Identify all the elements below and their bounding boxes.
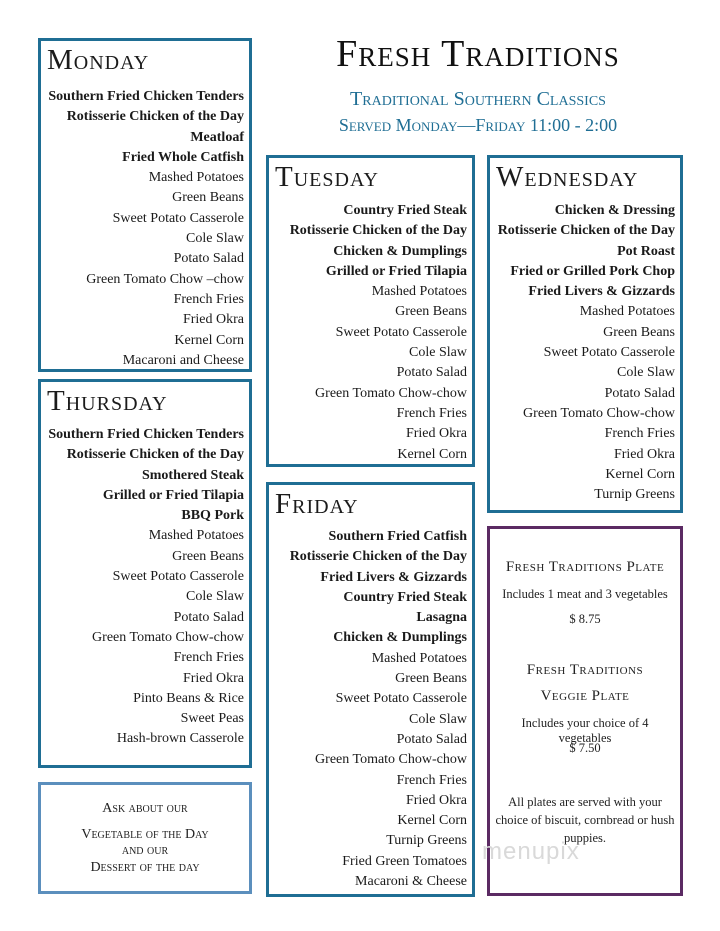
menu-item: Sweet Potato Casserole (112, 210, 244, 226)
menu-title: Fresh Traditions (336, 33, 620, 75)
menu-item: Green Beans (172, 190, 244, 206)
wednesday-item-list (498, 201, 675, 505)
menu-item: Fried Green Tomatoes (342, 853, 467, 869)
menu-item: French Fries (604, 426, 675, 442)
ask-line-2: Vegetable of the Day (81, 827, 209, 842)
day-heading-wednesday: Wednesday (496, 161, 639, 193)
thursday-item-list (48, 425, 244, 750)
menu-item: Potato Salad (604, 385, 675, 401)
menu-item: Cole Slaw (186, 589, 244, 605)
menu-item: Rotisserie Chicken of the Day (289, 549, 467, 565)
friday-menu-box (266, 482, 475, 897)
menu-item: Mashed Potatoes (371, 650, 467, 666)
ask-line-4: Dessert of the day (90, 860, 200, 875)
menu-item: Green Tomato Chow-chow (523, 405, 675, 421)
menu-item: Turnip Greens (594, 487, 675, 503)
menu-item: Fried Livers & Gizzards (320, 569, 467, 585)
menu-item: Sweet Potato Casserole (335, 324, 467, 340)
menu-item: Fried Okra (182, 670, 244, 686)
menu-item: Hash-brown Casserole (116, 731, 244, 747)
plate2-price: $ 7.50 (569, 741, 601, 755)
menu-item: Sweet Peas (180, 711, 244, 727)
menu-item: Kernel Corn (397, 446, 467, 462)
day-heading-monday: Monday (47, 44, 150, 76)
menu-item: Rotisserie Chicken of the Day (497, 223, 675, 239)
menu-item: Fried Livers & Gizzards (528, 284, 675, 300)
menu-item: Sweet Potato Casserole (112, 569, 244, 585)
menu-item: Kernel Corn (397, 813, 467, 829)
menu-item: French Fries (396, 772, 467, 788)
menu-item: Green Beans (603, 324, 675, 340)
menu-item: Grilled or Fried Tilapia (102, 487, 244, 503)
menu-item: Turnip Greens (386, 833, 467, 849)
watermark: menupix (482, 838, 580, 865)
menu-item: Mashed Potatoes (579, 304, 675, 320)
menu-item: Potato Salad (396, 731, 467, 747)
menu-item: Fried Okra (182, 312, 244, 328)
menu-item: Green Tomato Chow-chow (315, 752, 467, 768)
menu-item: Green Tomato Chow-chow (92, 629, 244, 645)
monday-menu-box (38, 38, 252, 372)
menu-item: Macaroni and Cheese (122, 352, 244, 368)
menu-item: Country Fried Steak (343, 203, 467, 218)
plate2-title-line1: Fresh Traditions (526, 662, 644, 678)
tuesday-menu-box (266, 155, 475, 467)
menu-item: Southern Fried Catfish (328, 529, 467, 544)
menu-item: Rotisserie Chicken of the Day (66, 447, 244, 463)
menu-item: Green Beans (395, 671, 467, 687)
menu-subtitle: Traditional Southern Classics (350, 88, 606, 110)
menu-item: Pot Roast (617, 243, 675, 259)
plate1-description: Includes 1 meat and 3 vegetables (502, 587, 668, 601)
menu-item: Kernel Corn (605, 466, 675, 482)
plate1-price: $ 8.75 (569, 612, 601, 626)
ask-line-1: Ask about our (102, 801, 188, 816)
menu-item: Cole Slaw (409, 711, 467, 727)
menu-item: Southern Fried Chicken Tenders (48, 89, 244, 104)
day-heading-tuesday: Tuesday (275, 161, 379, 193)
menu-item: Fried Okra (405, 792, 467, 808)
menu-item: Mashed Potatoes (148, 170, 244, 186)
menu-item: Kernel Corn (174, 332, 244, 348)
menu-item: Fried or Grilled Pork Chop (510, 263, 675, 279)
menu-item: Mashed Potatoes (148, 528, 244, 544)
serving-hours: Served Monday—Friday 11:00 - 2:00 (338, 115, 618, 135)
menu-item: Rotisserie Chicken of the Day (289, 223, 467, 239)
plate2-title-line2: Veggie Plate (540, 688, 630, 704)
menu-item: Country Fried Steak (343, 589, 467, 605)
tuesday-item-list (290, 201, 467, 465)
menu-item: Rotisserie Chicken of the Day (66, 109, 244, 125)
menu-item: Green Beans (172, 548, 244, 564)
menu-item: Smothered Steak (141, 467, 244, 483)
menu-item: Potato Salad (173, 609, 244, 625)
day-heading-friday: Friday (275, 488, 359, 520)
ask-about-box (38, 782, 252, 894)
menu-item: Chicken & Dumplings (333, 630, 467, 646)
menu-item: Green Beans (395, 304, 467, 320)
menu-item: Fried Whole Catfish (122, 149, 244, 165)
menu-item: Cole Slaw (409, 345, 467, 361)
menu-item: Grilled or Fried Tilapia (325, 263, 467, 279)
menu-item: Fried Okra (405, 426, 467, 442)
menu-item: French Fries (396, 405, 467, 421)
menu-item: Sweet Potato Casserole (335, 691, 467, 707)
menu-item: Cole Slaw (617, 365, 675, 381)
menu-item: Sweet Potato Casserole (543, 345, 675, 361)
menu-item: Potato Salad (173, 251, 244, 267)
menu-item: Pinto Beans & Rice (133, 690, 244, 706)
menu-item: Potato Salad (396, 365, 467, 381)
menu-item: Southern Fried Chicken Tenders (48, 427, 244, 442)
plate2-description: Includes your choice of 4 vegetables (521, 716, 649, 745)
menu-item: Fried Okra (613, 446, 675, 462)
menu-item: French Fries (173, 291, 244, 307)
menu-item: Green Tomato Chow-chow (315, 385, 467, 401)
menu-item: Chicken & Dumplings (333, 243, 467, 259)
menu-item: Lasagna (416, 610, 467, 626)
thursday-menu-box (38, 379, 252, 768)
plate1-title: Fresh Traditions Plate (505, 559, 665, 575)
day-heading-thursday: Thursday (47, 385, 168, 417)
monday-item-list (48, 87, 244, 371)
menu-item: BBQ Pork (181, 508, 244, 524)
menu-item: Chicken & Dressing (554, 203, 675, 218)
menu-item: Meatloaf (190, 129, 244, 145)
menu-item: Cole Slaw (186, 231, 244, 247)
menu-item: Green Tomato Chow –chow (86, 271, 244, 287)
wednesday-menu-box (487, 155, 683, 513)
menu-item: Mashed Potatoes (371, 284, 467, 300)
friday-item-list (290, 527, 467, 892)
plates-note: All plates are served with your choice of biscuit, cornbread or hush puppies. (495, 795, 675, 845)
menu-item: Macaroni & Cheese (355, 874, 467, 890)
ask-line-3: and our (121, 843, 169, 858)
menu-item: French Fries (173, 650, 244, 666)
